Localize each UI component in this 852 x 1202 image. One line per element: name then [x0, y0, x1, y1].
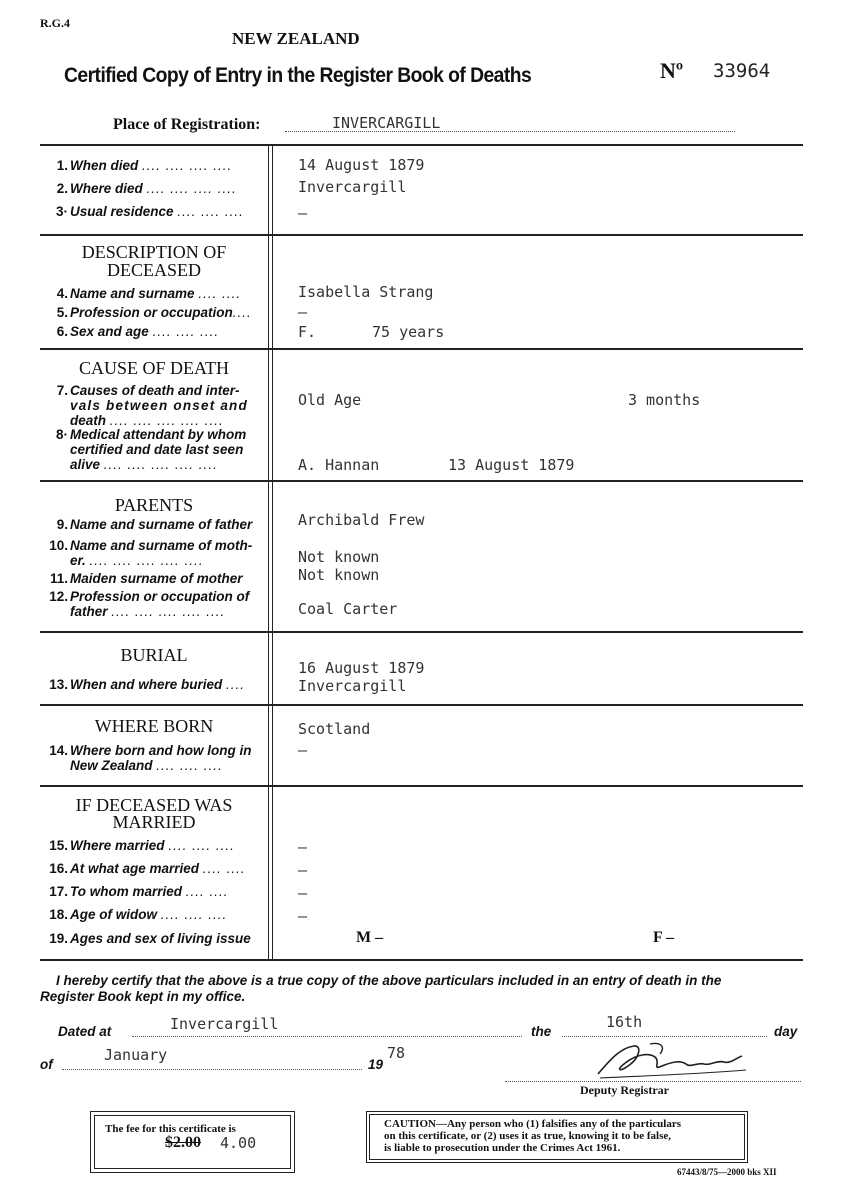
- column-divider-b: [272, 146, 273, 959]
- rule-8: [40, 959, 803, 961]
- the-label: the: [531, 1024, 552, 1039]
- value-sex: F.: [298, 323, 317, 341]
- item-where-born-line1: 14. Where born and how long in: [49, 743, 252, 758]
- value-age-widow: –: [298, 907, 308, 925]
- fee-text: The fee for this certificate is: [105, 1123, 236, 1135]
- day-label: day: [774, 1024, 798, 1039]
- rule-4: [40, 480, 803, 482]
- item-sex-age: 6. Sex and age .... .... ....: [56, 324, 220, 339]
- item-father-occupation-line1: 12. Profession or occupation of: [49, 589, 250, 604]
- item-name-surname: 4. Name and surname .... ....: [56, 286, 242, 301]
- of-label: of: [40, 1057, 53, 1072]
- item-where-died: 2. Where died .... .... .... ....: [56, 181, 237, 196]
- item-father-name: 9. Name and surname of father: [56, 517, 253, 532]
- fee-new-amount: 4.00: [220, 1134, 257, 1152]
- item-causes-line3: death .... .... .... .... ....: [70, 413, 224, 428]
- item-where-born-line2: New Zealand .... .... ....: [70, 758, 223, 773]
- fee-old-amount: $2.00: [165, 1134, 201, 1151]
- form-code: R.G.4: [40, 16, 70, 30]
- item-mother-name-line1: 10. Name and surname of moth-: [49, 538, 253, 553]
- item-age-widow: 18. Age of widow .... .... ....: [49, 907, 228, 922]
- day-value: 16th: [606, 1013, 643, 1031]
- item-whom-married: 17. To whom married .... ....: [49, 884, 229, 899]
- value-issue-male: M –: [356, 929, 384, 946]
- certificate-number: 33964: [713, 60, 771, 82]
- rule-6: [40, 704, 803, 706]
- value-where-married: –: [298, 838, 308, 856]
- document-title: Certified Copy of Entry in the Register Book of Deaths: [64, 64, 532, 87]
- item-when-where-buried: 13. When and where buried ....: [49, 677, 246, 692]
- value-profession: –: [298, 303, 308, 321]
- value-father-name: Archibald Frew: [298, 511, 425, 529]
- day-dotline: [562, 1036, 767, 1037]
- heading-description-2: DECEASED: [107, 260, 201, 280]
- month-value: January: [104, 1046, 168, 1064]
- print-code: 67443/8/75—2000 bks XII: [677, 1167, 777, 1177]
- item-causes-line1: 7. Causes of death and inter-: [56, 383, 240, 398]
- caution-line-3: is liable to prosecution under the Crimes Act 1961.: [384, 1142, 621, 1154]
- registration-value: INVERCARGILL: [332, 114, 441, 132]
- heading-where-born: WHERE BORN: [94, 716, 214, 736]
- heading-parents: PARENTS: [114, 495, 194, 515]
- rule-1: [40, 144, 803, 146]
- year-prefix: 19: [368, 1057, 384, 1072]
- value-whom-married: –: [298, 884, 308, 902]
- year-value: 78: [387, 1044, 406, 1062]
- rule-3: [40, 348, 803, 350]
- value-when-died: 14 August 1879: [298, 156, 425, 174]
- value-name-surname: Isabella Strang: [298, 283, 434, 301]
- item-medical-line1: 8· Medical attendant by whom: [55, 427, 247, 442]
- item-mother-name-line2: er. .... .... .... .... ....: [70, 553, 204, 568]
- certification-statement-2: Register Book kept in my office.: [40, 989, 246, 1004]
- item-causes-line2: vals between onset and: [70, 398, 248, 413]
- certificate-number-label: Nº: [660, 58, 684, 83]
- value-age-married: –: [298, 861, 308, 879]
- month-dotline: [62, 1069, 362, 1070]
- registrar-signature: [590, 1040, 750, 1082]
- rule-7: [40, 785, 803, 787]
- dated-place-value: Invercargill: [170, 1015, 279, 1033]
- registrar-dotline: [505, 1081, 801, 1082]
- value-medical-attendant: A. Hannan: [298, 456, 380, 474]
- dated-place-dotline: [132, 1036, 522, 1037]
- value-cause: Old Age: [298, 391, 362, 409]
- value-years-in-nz: –: [298, 741, 308, 759]
- value-mother-maiden: Not known: [298, 566, 380, 584]
- item-when-died: 1. When died .... .... .... ....: [56, 158, 233, 173]
- value-father-occupation: Coal Carter: [298, 600, 398, 618]
- item-living-issue: 19. Ages and sex of living issue: [49, 931, 251, 946]
- dated-at-label: Dated at: [58, 1024, 112, 1039]
- registrar-title: Deputy Registrar: [580, 1083, 669, 1097]
- value-birth-place: Scotland: [298, 720, 371, 738]
- certification-statement-1: I hereby certify that the above is a true copy of the above particulars included in an entry of death in the: [56, 973, 722, 988]
- heading-cause-of-death: CAUSE OF DEATH: [78, 358, 229, 378]
- item-usual-residence: 3· Usual residence .... .... ....: [55, 204, 244, 219]
- rule-2: [40, 234, 803, 236]
- value-usual-residence: –: [298, 204, 308, 222]
- item-medical-line2: certified and date last seen: [70, 442, 244, 457]
- value-last-seen-date: 13 August 1879: [448, 456, 575, 474]
- heading-married-1: IF DECEASED WAS: [75, 795, 233, 815]
- value-burial-date: 16 August 1879: [298, 659, 425, 677]
- item-medical-line3: alive .... .... .... .... ....: [70, 457, 218, 472]
- registration-label: Place of Registration:: [113, 116, 261, 133]
- value-issue-female: F –: [653, 929, 675, 946]
- rule-5: [40, 631, 803, 633]
- value-interval: 3 months: [628, 391, 701, 409]
- item-father-occupation-line2: father .... .... .... .... ....: [70, 604, 226, 619]
- caution-line-1: CAUTION—Any person who (1) falsifies any of the particulars: [384, 1118, 681, 1130]
- column-divider-a: [268, 146, 269, 959]
- item-age-married: 16. At what age married .... ....: [49, 861, 246, 876]
- value-mother-name: Not known: [298, 548, 380, 566]
- value-where-died: Invercargill: [298, 178, 407, 196]
- item-profession: 5. Profession or occupation....: [56, 305, 252, 320]
- value-age: 75 years: [372, 323, 445, 341]
- item-mother-maiden: 11. Maiden surname of mother: [49, 571, 243, 586]
- heading-married-2: MARRIED: [112, 812, 196, 832]
- caution-line-2: on this certificate, or (2) uses it as true, knowing it to be false,: [384, 1130, 671, 1142]
- value-burial-place: Invercargill: [298, 677, 407, 695]
- country-heading: NEW ZEALAND: [232, 29, 360, 48]
- heading-burial: BURIAL: [120, 645, 188, 665]
- item-where-married: 15. Where married .... .... ....: [49, 838, 235, 853]
- heading-description-1: DESCRIPTION OF: [81, 242, 227, 262]
